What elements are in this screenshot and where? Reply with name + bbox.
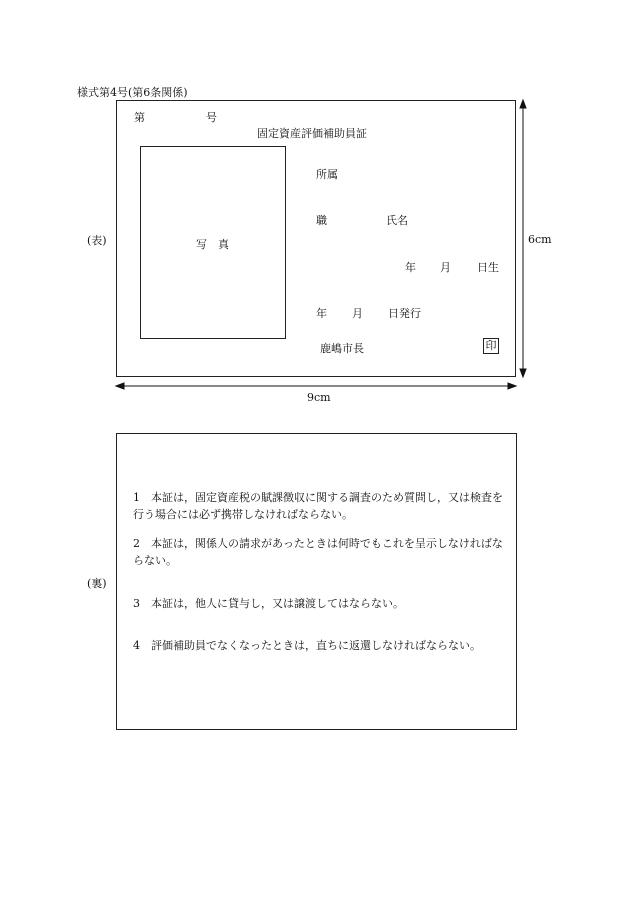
photo-label: 写 真 bbox=[196, 238, 229, 251]
card-title: 固定資産評価補助員証 bbox=[257, 127, 367, 140]
seal-mark: 印 bbox=[483, 338, 499, 354]
birth-month-label: 月 bbox=[440, 261, 451, 274]
card-number-suffix: 号 bbox=[206, 111, 217, 124]
note-item: 3 本証は，他人に貸与し，又は譲渡してはならない。 bbox=[133, 597, 404, 610]
note-item: 2 本証は，関係人の請求があったときは何時でもこれを呈示しなければならない。 bbox=[133, 537, 503, 567]
front-side-label: (表) bbox=[87, 234, 107, 247]
note-item: 1 本証は，固定資産税の賦課徴収に関する調査のため質問し，又は検査を行う場合には必ず携帯しなければならない。 bbox=[133, 491, 503, 521]
birth-year-label: 年 bbox=[405, 261, 416, 274]
issue-day-label: 日発行 bbox=[388, 307, 421, 320]
height-dimension-label: 6cm bbox=[528, 233, 552, 246]
name-label: 氏名 bbox=[386, 214, 408, 227]
card-number-prefix: 第 bbox=[134, 111, 145, 124]
affiliation-label: 所属 bbox=[316, 168, 338, 181]
width-dimension-label: 9cm bbox=[307, 391, 331, 404]
issue-year-label: 年 bbox=[316, 307, 327, 320]
note-item: 4 評価補助員でなくなったときは，直ちに返還しなければならない。 bbox=[133, 639, 481, 652]
height-arrow bbox=[520, 100, 526, 377]
issue-month-label: 月 bbox=[352, 307, 363, 320]
position-label: 職 bbox=[316, 214, 327, 227]
birth-day-label: 日生 bbox=[477, 261, 499, 274]
width-arrow bbox=[116, 383, 516, 389]
issuer-label: 鹿嶋市長 bbox=[320, 342, 364, 355]
form-caption: 様式第4号(第6条関係) bbox=[77, 86, 188, 99]
notes-list bbox=[133, 489, 513, 654]
back-side-label: (裏) bbox=[87, 577, 107, 590]
